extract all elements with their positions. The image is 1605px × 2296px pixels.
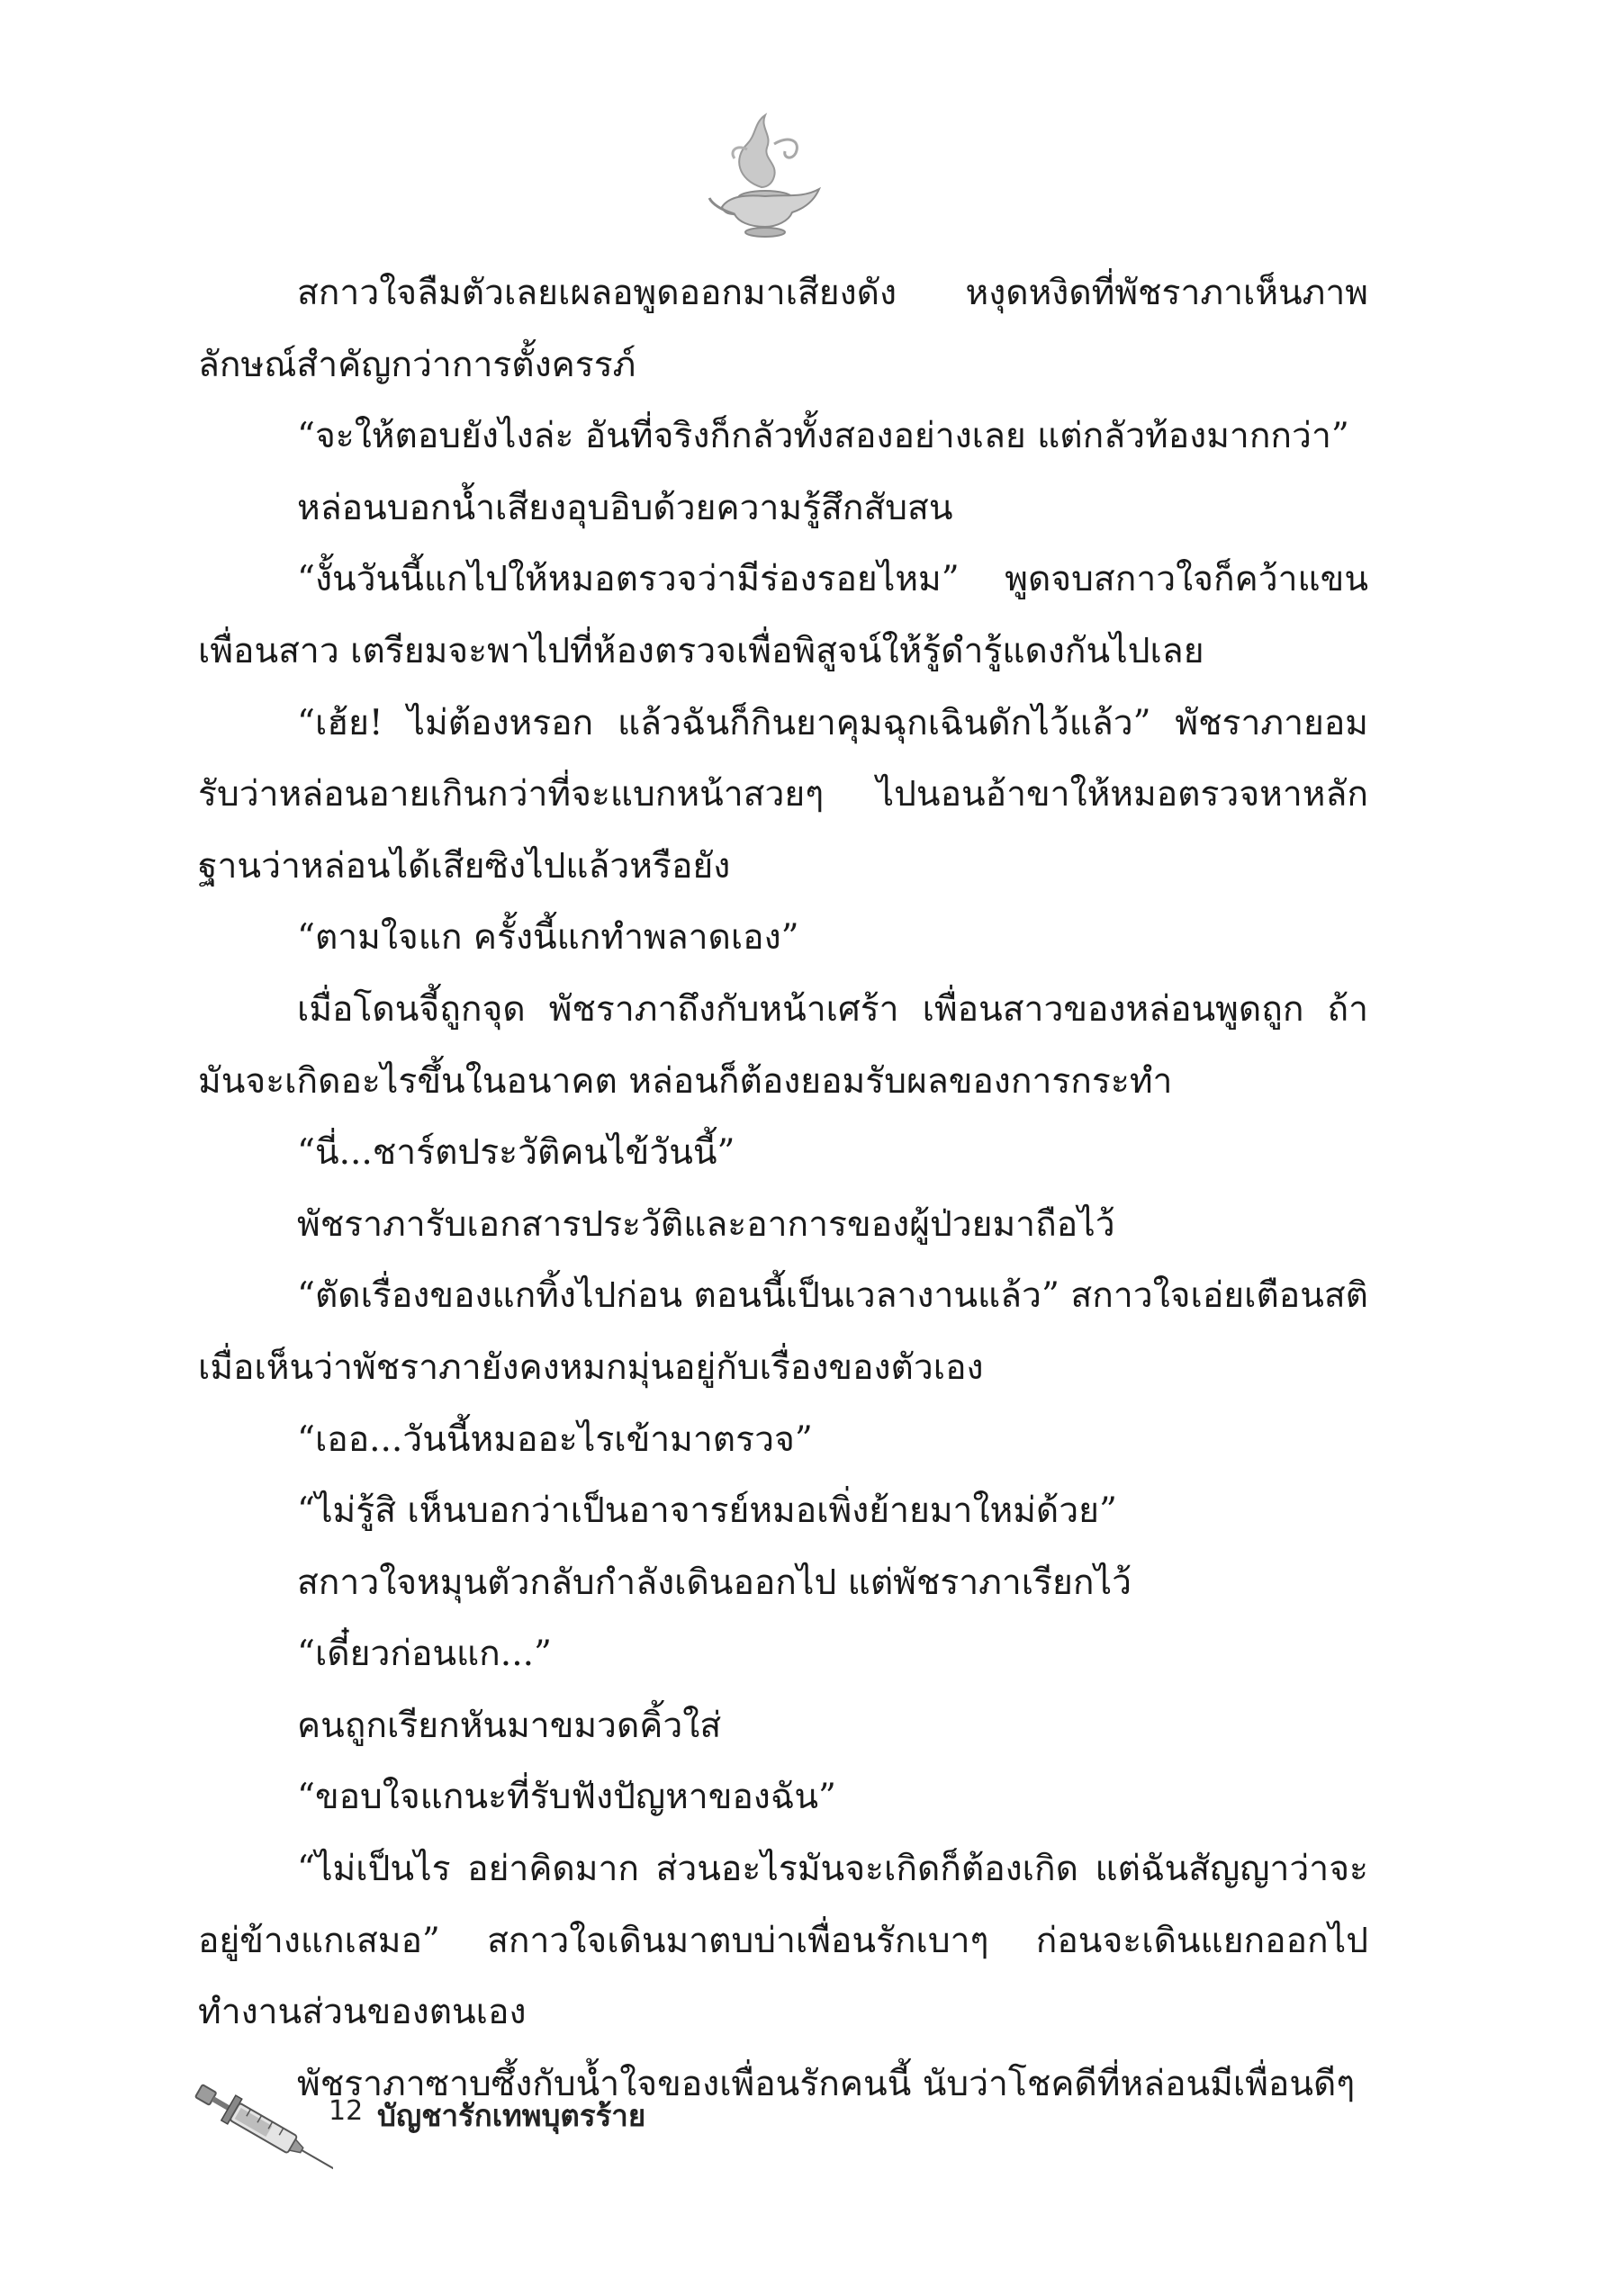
paragraph: “ขอบใจแกนะที่รับฟังปัญหาของฉัน” [297, 1777, 836, 1818]
paragraph: “ไม่รู้สิ เห็นบอกว่าเป็นอาจารย์หมอเพิ่งย้ายมาใหม่ด้วย” [297, 1490, 1117, 1532]
syringe-icon [185, 2070, 333, 2187]
paragraph: เมื่อโดนจี้ถูกจุด พัชราภาถึงกับหน้าเศร้า เพื่อนสาวของหล่อนพูดถูก ถ้ามันจะเกิดอะไรขึ้นในอนาคต หล่อนก็ต้องยอมรับผลของการกระทำ [198, 988, 1368, 1102]
genie-lamp-icon [702, 108, 828, 243]
book-title: บัญชารักเทพบุตรร้าย [377, 2098, 646, 2133]
paragraph: “จะให้ตอบยังไงล่ะ อันที่จริงก็กลัวทั้งสองอย่างเลย แต่กลัวท้องมากกว่า” [297, 416, 1349, 457]
paragraph: “ตามใจแก ครั้งนี้แกทำพลาดเอง” [297, 917, 799, 959]
paragraph: พัชราภาซาบซึ้งกับน้ำใจของเพื่อนรักคนนี้ นับว่าโชคดีที่หล่อนมีเพื่อนดีๆ [297, 2063, 1356, 2104]
paragraph: พัชราภารับเอกสารประวัติและอาการของผู้ป่วยมาถือไว้ [297, 1203, 1115, 1245]
paragraph: “งั้นวันนี้แกไปให้หมอตรวจว่ามีร่องรอยไหม” พูดจบสกาวใจก็คว้าแขนเพื่อนสาว เตรียมจะพาไปที่ห้องตรวจเพื่อพิสูจน์ให้รู้ดำรู้แดงกันไปเลย [198, 559, 1368, 671]
body-text [198, 257, 1368, 2120]
paragraph: สกาวใจลืมตัวเลยเผลอพูดออกมาเสียงดัง หงุดหงิดที่พัชราภาเห็นภาพลักษณ์สำคัญกว่าการตั้งครรภ์ [198, 273, 1368, 385]
page-footer [185, 2070, 815, 2196]
paragraph: สกาวใจหมุนตัวกลับกำลังเดินออกไป แต่พัชราภาเรียกไว้ [297, 1562, 1132, 1603]
paragraph: “ไม่เป็นไร อย่าคิดมาก ส่วนอะไรมันจะเกิดก็ต้องเกิด แต่ฉันสัญญาว่าจะอยู่ข้างแกเสมอ” สกาวใจเดินมาตบบ่าเพื่อนรักเบาๆ ก่อนจะเดินแยกออกไปทำงานส่วนของตนเอง [198, 1849, 1368, 2033]
paragraph: คนถูกเรียกหันมาขมวดคิ้วใส่ [297, 1705, 722, 1746]
paragraph: “ตัดเรื่องของแกทิ้งไปก่อน ตอนนี้เป็นเวลางานแล้ว” สกาวใจเอ่ยเตือนสติเมื่อเห็นว่าพัชราภายังคงหมกมุ่นอยู่กับเรื่องของตัวเอง [198, 1275, 1368, 1388]
paragraph: หล่อนบอกน้ำเสียงอุบอิบด้วยความรู้สึกสับสน [297, 487, 953, 528]
paragraph: “เดี๋ยวก่อนแก...” [297, 1634, 552, 1675]
paragraph: “เฮ้ย! ไม่ต้องหรอก แล้วฉันก็กินยาคุมฉุกเฉินดักไว้แล้ว” พัชราภายอมรับว่าหล่อนอายเกินกว่าที่จะแบกหน้าสวยๆ ไปนอนอ้าขาให้หมอตรวจหาหลักฐานว่าหล่อนได้เสียซิงไปแล้วหรือยัง [198, 702, 1368, 887]
paragraph: “เออ...วันนี้หมออะไรเข้ามาตรวจ” [297, 1418, 813, 1460]
paragraph: “นี่...ชาร์ตประวัติคนไข้วันนี้” [297, 1132, 735, 1174]
page-number: 12 [329, 2095, 364, 2127]
